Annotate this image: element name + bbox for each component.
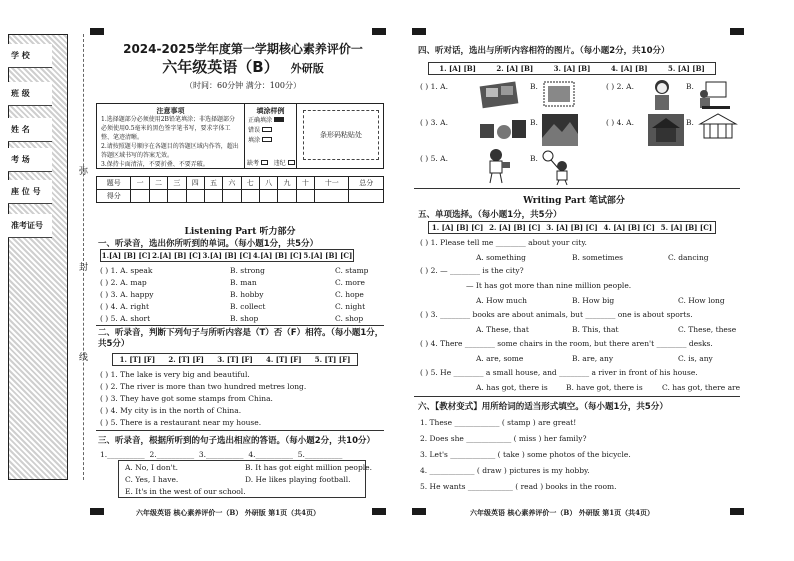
registration-mark bbox=[730, 508, 744, 515]
answer-box[interactable]: 2.[A] [B] [C] bbox=[152, 251, 202, 260]
score-input-cell[interactable] bbox=[223, 190, 241, 203]
blank-number: 5. bbox=[297, 450, 305, 459]
info-field-label: 座 位 号 bbox=[11, 186, 41, 196]
option-text: A. has got, there is bbox=[476, 383, 548, 392]
option-text: B. are, any bbox=[572, 354, 614, 363]
score-cell: 四 bbox=[186, 177, 204, 190]
violation-checkbox[interactable] bbox=[288, 160, 295, 165]
barcode-area[interactable] bbox=[303, 110, 379, 160]
question-line: ( ) 5. He ________ a small house, and ________ a river in front of his house. bbox=[420, 368, 698, 377]
notice-item: 1.选择题部分必须使用2B铅笔填涂；非选择题部分必须使用0.5毫米的黑色签字笔书写，要求字体工整、笔迹清晰。 bbox=[101, 116, 235, 141]
score-cell: 一 bbox=[131, 177, 149, 190]
fill-in-line[interactable]: 5. He wants ____________ ( read ) books in the room. bbox=[420, 482, 617, 491]
score-input-cell[interactable] bbox=[186, 190, 204, 203]
score-input-cell[interactable] bbox=[149, 190, 167, 203]
question-line: ( ) 3. They have got some stamps from China. bbox=[100, 394, 273, 403]
boy-butterfly-picture bbox=[540, 148, 574, 186]
option-letter: B. bbox=[530, 118, 538, 127]
exam-subtitle bbox=[102, 56, 384, 77]
answer-box[interactable]: 1.[A] [B] [C] bbox=[101, 251, 151, 260]
notice-item: 3.保持卡面清洁，不要折叠、不要弄破。 bbox=[101, 161, 209, 168]
answer-box[interactable]: 4. [T] [F] bbox=[265, 355, 302, 364]
section-4-answer-boxes[interactable] bbox=[428, 62, 716, 75]
notice-title: 注意事项 bbox=[156, 106, 185, 115]
notice-item: 2.请按照题号顺序在各题目的答题区域内作答，超出答题区域书写的答案无效。 bbox=[101, 143, 239, 159]
question-line: ( ) 1. The lake is very big and beautiful. bbox=[100, 370, 250, 379]
question-line: — It has got more than nine million people. bbox=[466, 281, 632, 290]
option-text: C. hope bbox=[335, 290, 364, 299]
absent-checkbox[interactable] bbox=[261, 160, 268, 165]
temple-picture bbox=[648, 114, 684, 146]
question-line: ( ) 1. A. speak bbox=[100, 266, 153, 275]
subject-label: 六年级英语（B） bbox=[162, 58, 279, 76]
question-line: ( ) 4. A. right bbox=[100, 302, 149, 311]
option-text: C. night bbox=[335, 302, 366, 311]
score-cell: 七 bbox=[241, 177, 259, 190]
answer-box[interactable]: 3.[A] [B] [C] bbox=[202, 251, 252, 260]
answer-box[interactable]: 2. [T] [F] bbox=[168, 355, 204, 364]
option-letter: B. bbox=[530, 154, 538, 163]
info-field-exam-number[interactable] bbox=[8, 214, 52, 238]
question-line: ( ) 2. The river is more than two hundred metres long. bbox=[100, 382, 307, 391]
boy-photo-picture bbox=[484, 148, 512, 184]
blank-number: 4. bbox=[248, 450, 256, 459]
option-text: A. These, that bbox=[476, 325, 529, 334]
option-text: C. stamp bbox=[335, 266, 369, 275]
info-field-label: 学 校 bbox=[11, 50, 30, 60]
fill-in-line[interactable]: 4. ____________ ( draw ) pictures is my hobby. bbox=[420, 466, 590, 475]
option-text: C. is, any bbox=[678, 354, 713, 363]
score-cell: 总分 bbox=[349, 177, 384, 190]
score-input-cell[interactable] bbox=[315, 190, 349, 203]
absent-violation bbox=[247, 158, 295, 167]
photo-album-picture bbox=[478, 80, 522, 110]
answer-box[interactable]: 4. [A] [B] [C] bbox=[603, 223, 655, 232]
divider bbox=[414, 396, 740, 397]
option-text: A. are, some bbox=[476, 354, 524, 363]
section-3-title: 三、听录音，根据所听到的句子选出相应的答语。（每小题2分，共10分） bbox=[98, 436, 375, 446]
answer-blanks[interactable]: 1.__________ 2.__________ 3.__________ 4.__________ 5.__________ bbox=[100, 450, 343, 459]
answer-box[interactable]: 1. [A] [B] [C] bbox=[431, 223, 484, 232]
blank-number: 1. bbox=[100, 450, 108, 459]
option-text: B. How big bbox=[572, 296, 615, 305]
fill-sample-right: 正确填涂 bbox=[248, 117, 273, 124]
answer-box[interactable]: 3. [A] [B] [C] bbox=[546, 223, 598, 232]
score-cell: 十 bbox=[296, 177, 314, 190]
writing-part-title: Writing Part 笔试部分 bbox=[523, 196, 625, 206]
fill-in-line[interactable]: 2. Does she ____________ ( miss ) her family? bbox=[420, 434, 587, 443]
registration-mark bbox=[412, 508, 426, 515]
option-text: D. He likes playing football. bbox=[245, 475, 351, 484]
answer-box[interactable]: 4. [A] [B] bbox=[610, 64, 648, 73]
option-text: A. No, I don't. bbox=[125, 463, 178, 472]
score-input-cell[interactable] bbox=[259, 190, 277, 203]
time-score-line: （时间：60分钟 满分：100分） bbox=[185, 81, 301, 90]
option-text: C. dancing bbox=[668, 253, 709, 262]
section-6-title: 六、【教材变式】用所给词的适当形式填空。（每小题1分，共5分） bbox=[418, 402, 668, 412]
registration-mark bbox=[372, 28, 386, 35]
score-input-cell[interactable] bbox=[349, 190, 384, 203]
info-field-name[interactable] bbox=[8, 118, 52, 142]
answer-box[interactable]: 3. [A] [B] bbox=[553, 64, 591, 73]
section-5-answer-boxes[interactable] bbox=[428, 221, 716, 234]
option-text: E. It's in the west of our school. bbox=[125, 487, 246, 496]
fill-in-line[interactable]: 3. Let's ____________ ( take ) some photos of the bicycle. bbox=[420, 450, 631, 459]
question-line: ( ) 5. There is a restaurant near my house. bbox=[100, 418, 262, 427]
question-line: ( ) 2. — ________ is the city? bbox=[420, 266, 524, 275]
question-line: ( ) 3. A. bbox=[420, 118, 448, 127]
notice-instructions bbox=[97, 104, 245, 168]
option-text: C. more bbox=[335, 278, 365, 287]
score-table-header-row bbox=[97, 177, 384, 190]
score-cell: 题号 bbox=[97, 177, 131, 190]
landscape-picture bbox=[542, 114, 578, 146]
binding-char: 封 bbox=[77, 262, 87, 271]
registration-mark bbox=[90, 28, 104, 35]
section-1-title: 一、听录音，选出你所听到的单词。（每小题1分，共5分） bbox=[98, 239, 319, 249]
score-cell: 二 bbox=[149, 177, 167, 190]
fill-sample-title: 填涂样例 bbox=[256, 106, 285, 115]
woman-picture bbox=[650, 78, 674, 112]
info-field-school[interactable] bbox=[8, 44, 52, 68]
notice-box bbox=[96, 103, 384, 169]
exam-title: 2024-2025学年度第一学期核心素养评价一 bbox=[123, 42, 363, 56]
info-field-room[interactable] bbox=[8, 148, 52, 172]
blank-number: 2. bbox=[149, 450, 157, 459]
answer-box[interactable]: 1. [A] [B] bbox=[439, 64, 476, 73]
absent-label: 缺考 bbox=[247, 160, 260, 167]
answer-box[interactable]: 5. [A] [B] bbox=[668, 64, 705, 73]
question-line: ( ) 4. A. bbox=[606, 118, 634, 127]
section-5-title: 五、单项选择。（每小题1分，共5分） bbox=[418, 210, 562, 220]
info-field-label: 准考证号 bbox=[11, 220, 43, 230]
stamp-picture bbox=[542, 80, 576, 108]
question-line: ( ) 3. A. happy bbox=[100, 290, 154, 299]
option-text: B. collect bbox=[230, 302, 266, 311]
blank-number: 3. bbox=[198, 450, 207, 459]
score-cell: 六 bbox=[223, 177, 241, 190]
answer-box[interactable]: 5.[A] [B] [C] bbox=[303, 251, 353, 260]
divider bbox=[414, 188, 740, 189]
score-input-cell[interactable] bbox=[168, 190, 186, 203]
options-box bbox=[118, 460, 372, 498]
score-cell: 五 bbox=[204, 177, 222, 190]
question-line: ( ) 5. A. short bbox=[100, 314, 151, 323]
question-line: ( ) 1. Please tell me ________ about your city. bbox=[420, 238, 587, 247]
registration-mark bbox=[372, 508, 386, 515]
violation-label: 违纪 bbox=[273, 160, 286, 167]
answer-box[interactable]: 2. [A] [B] [C] bbox=[489, 223, 541, 232]
info-field-seat[interactable] bbox=[8, 180, 52, 204]
score-input-cell[interactable] bbox=[204, 190, 222, 203]
option-text: B. have got, there is bbox=[566, 383, 643, 392]
option-text: B. sometimes bbox=[572, 253, 624, 262]
registration-mark bbox=[730, 28, 744, 35]
option-text: B. hobby bbox=[230, 290, 264, 299]
divider bbox=[96, 325, 384, 326]
option-letter: B. bbox=[686, 82, 694, 91]
divider bbox=[96, 430, 384, 431]
section-2-answer-boxes[interactable] bbox=[112, 353, 358, 366]
answer-box[interactable]: 3. [T] [F] bbox=[217, 355, 253, 364]
section-4-title: 四、听对话，选出与所听内容相符的图片。（每小题2分，共10分） bbox=[418, 46, 670, 56]
section-2-title: 二、听录音，判断下列句子与所听内容是（T）否（F）相符。（每小题1分，共5分） bbox=[98, 328, 384, 349]
fill-sample-wrong: 填涂 bbox=[248, 137, 261, 144]
answer-box[interactable]: 1. [T] [F] bbox=[119, 355, 156, 364]
option-letter: B. bbox=[530, 82, 538, 91]
score-cell: 三 bbox=[168, 177, 186, 190]
answer-box[interactable]: 5. [A] [B] [C] bbox=[660, 223, 713, 232]
score-cell: 九 bbox=[278, 177, 296, 190]
option-text: B. It has got eight million people. bbox=[245, 463, 372, 472]
option-text: C. Yes, I have. bbox=[125, 475, 179, 484]
answer-box[interactable]: 2. [A] [B] bbox=[496, 64, 534, 73]
info-field-label: 姓 名 bbox=[11, 124, 30, 134]
option-text: A. How much bbox=[476, 296, 528, 305]
question-line: ( ) 5. A. bbox=[420, 154, 448, 163]
option-text: B. shop bbox=[230, 314, 259, 323]
option-text: C. These, these bbox=[678, 325, 737, 334]
option-text: B. strong bbox=[230, 266, 265, 275]
question-line: ( ) 2. A. map bbox=[100, 278, 147, 287]
option-letter: B. bbox=[686, 118, 694, 127]
answer-box[interactable]: 4.[A] [B] [C] bbox=[252, 251, 302, 260]
registration-mark bbox=[412, 28, 426, 35]
option-text: C. has got, there are bbox=[662, 383, 741, 392]
score-table bbox=[96, 176, 384, 203]
binding-char: 弥 bbox=[77, 166, 87, 175]
question-line: ( ) 4. There ________ some chairs in the room, but there aren't ________ desks. bbox=[420, 339, 713, 348]
listening-part-title: Listening Part 听力部分 bbox=[184, 227, 296, 237]
page-footer: 六年级英语 核心素养评价一（B） 外研版 第1页（共4页） bbox=[136, 508, 320, 517]
question-line: ( ) 4. My city is in the north of China. bbox=[100, 406, 242, 415]
edition-label: 外研版 bbox=[290, 62, 324, 75]
computer-picture bbox=[698, 80, 732, 110]
option-text: A. something bbox=[476, 253, 526, 262]
section-1-answer-boxes[interactable] bbox=[100, 249, 354, 262]
option-text: B. man bbox=[230, 278, 257, 287]
question-line: ( ) 2. A. bbox=[606, 82, 634, 91]
score-cell: 得分 bbox=[97, 190, 131, 203]
question-line: ( ) 1. A. bbox=[420, 82, 448, 91]
binding-char: 线 bbox=[77, 352, 87, 361]
info-field-label: 班 级 bbox=[11, 88, 30, 98]
option-text: C. How long bbox=[678, 296, 725, 305]
score-input-cell[interactable] bbox=[278, 190, 296, 203]
score-table-score-row bbox=[97, 190, 384, 203]
score-input-cell[interactable] bbox=[131, 190, 149, 203]
info-field-label: 考 场 bbox=[11, 154, 30, 164]
registration-mark bbox=[90, 508, 104, 515]
fill-in-line[interactable]: 1. These ____________ ( stamp ) are great! bbox=[420, 418, 577, 427]
option-text: B. This, that bbox=[572, 325, 619, 334]
score-input-cell[interactable] bbox=[296, 190, 314, 203]
page-footer: 六年级英语 核心素养评价一（B） 外研版 第1页（共4页） bbox=[470, 508, 654, 517]
barcode-label: 条形码粘贴处 bbox=[320, 131, 362, 139]
question-line: ( ) 3. ________ books are about animals, but ________ one is about sports. bbox=[420, 310, 693, 319]
toys-picture bbox=[476, 114, 530, 144]
answer-box[interactable]: 5. [T] [F] bbox=[314, 355, 351, 364]
info-field-class[interactable] bbox=[8, 82, 52, 106]
option-text: C. shop bbox=[335, 314, 364, 323]
score-cell: 八 bbox=[259, 177, 277, 190]
score-input-cell[interactable] bbox=[241, 190, 259, 203]
fill-sample-wrong: 错误 bbox=[248, 127, 261, 134]
palace-picture bbox=[698, 112, 738, 146]
score-cell: 十一 bbox=[315, 177, 349, 190]
binding-line bbox=[83, 34, 84, 480]
